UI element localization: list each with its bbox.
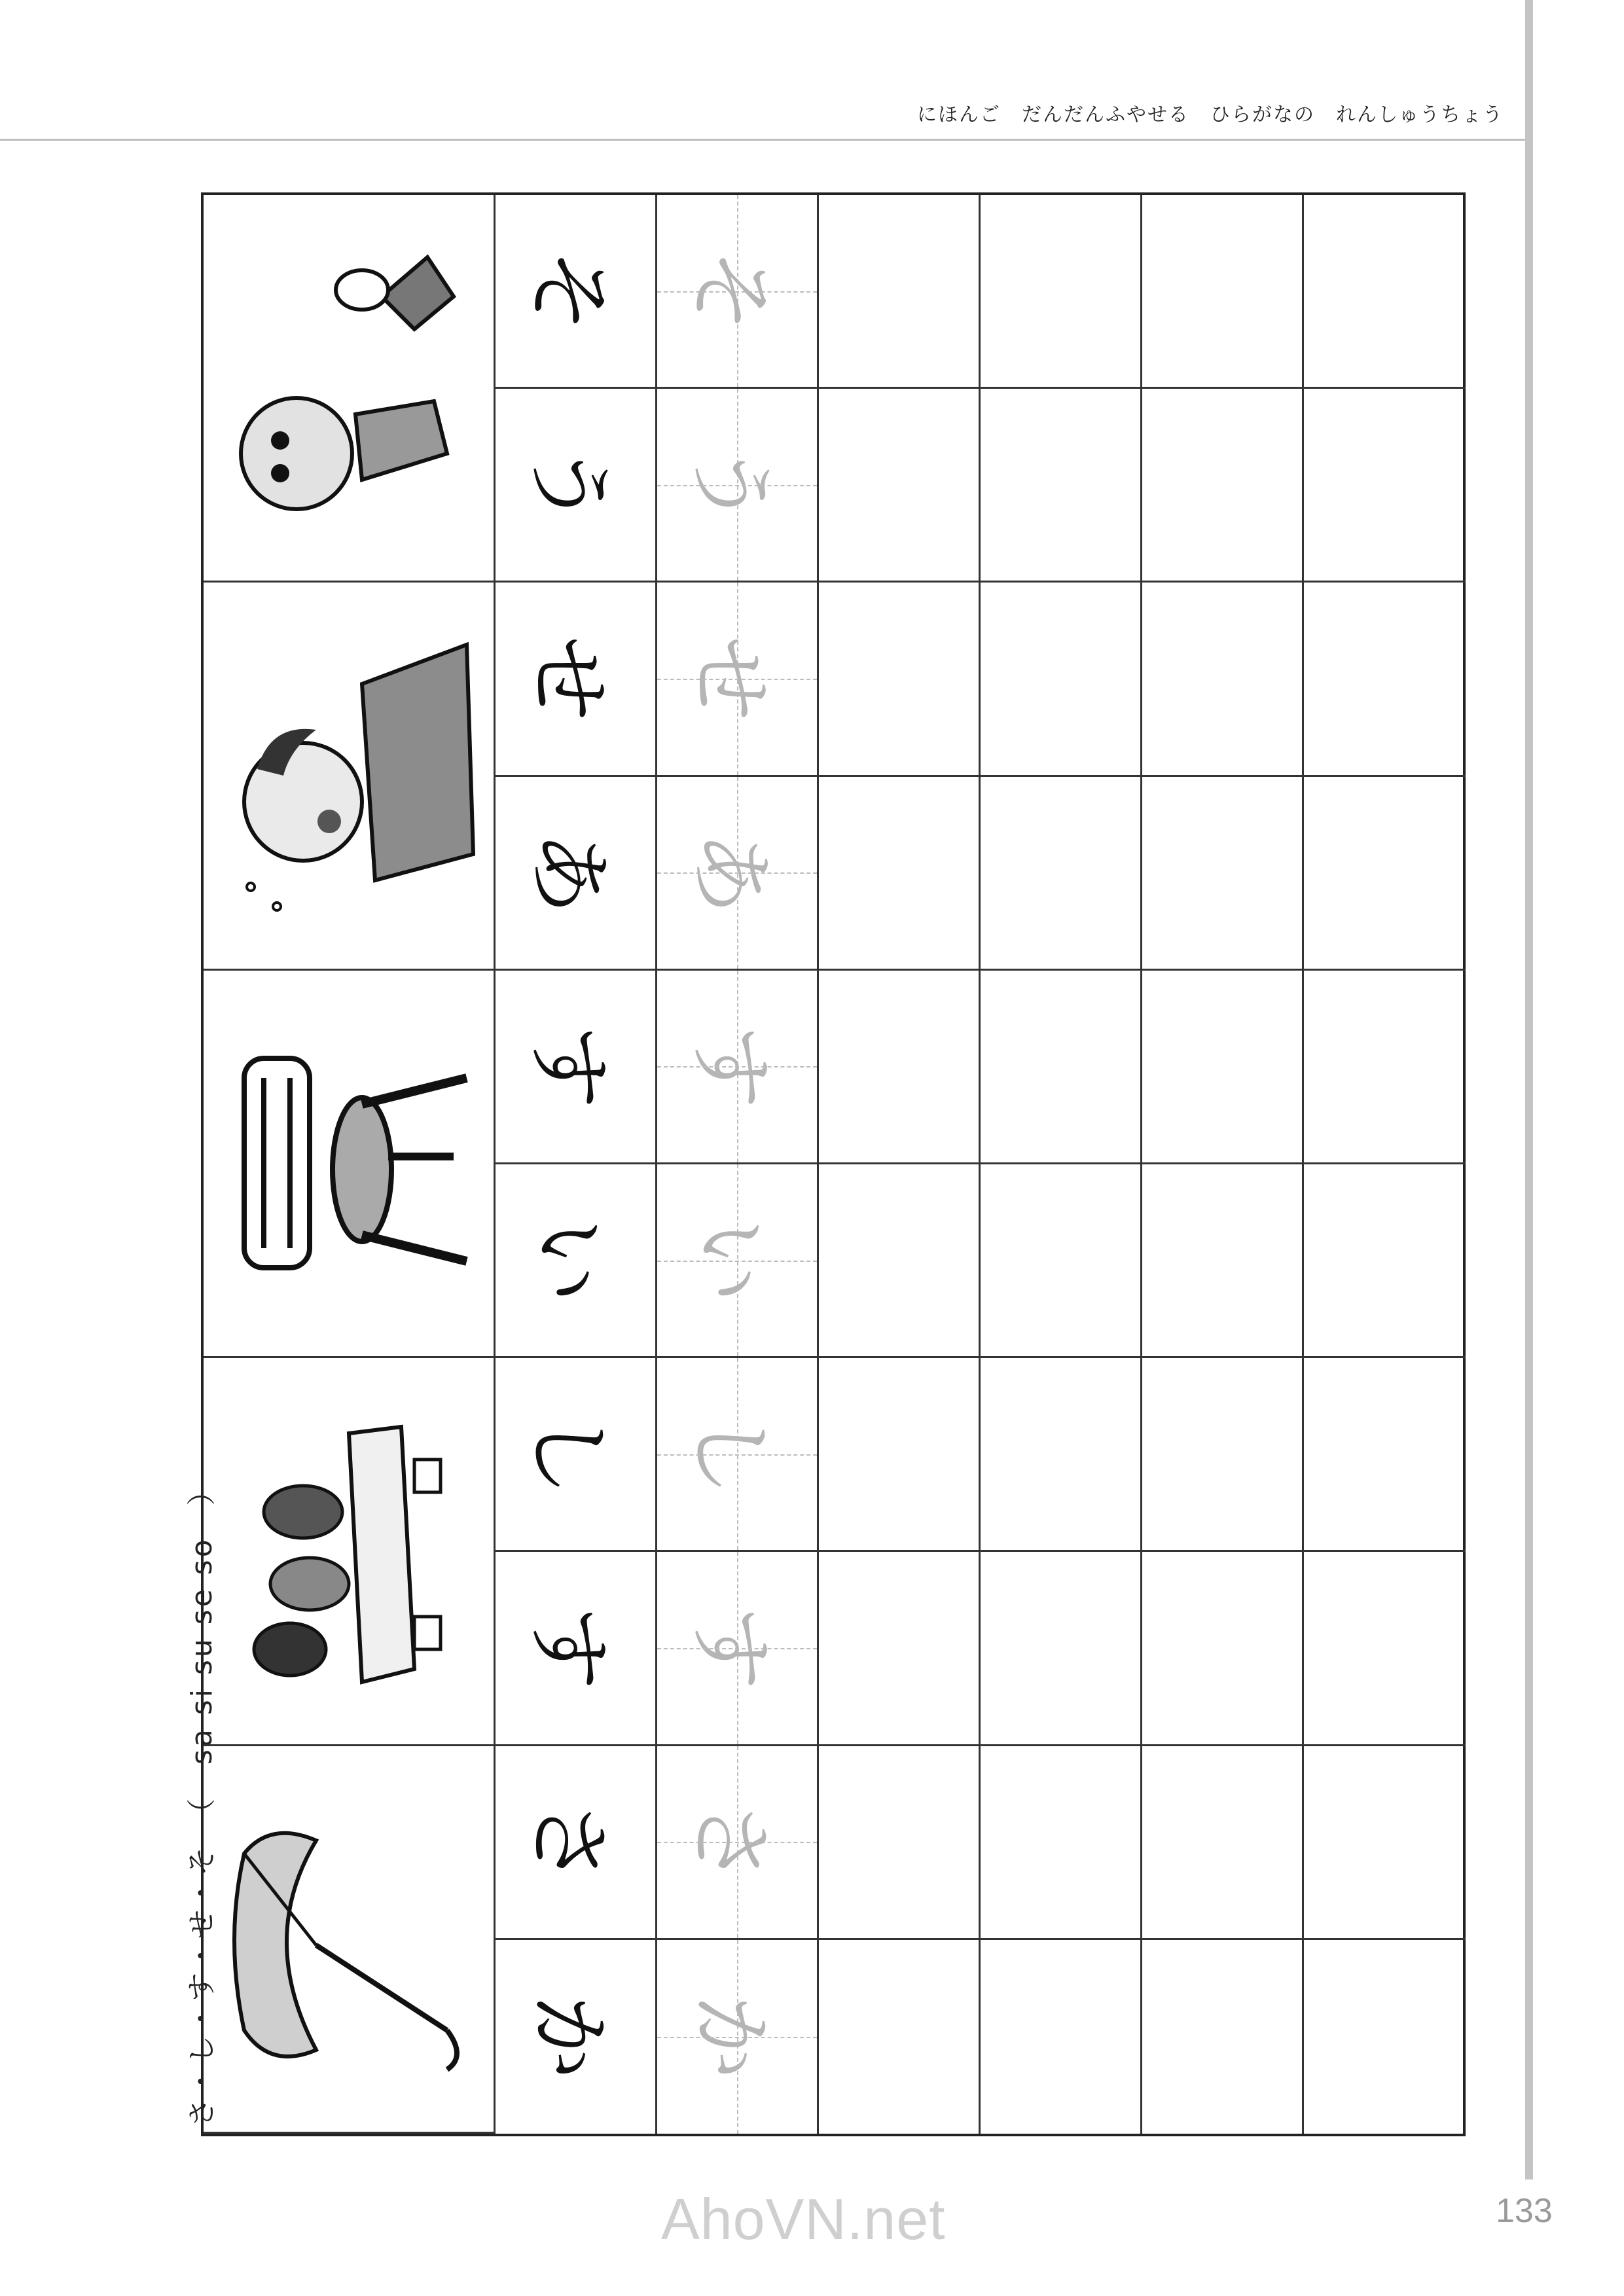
trace-char-cell[interactable]: あ [657, 777, 819, 971]
empty-practice-cell[interactable] [1304, 1164, 1466, 1358]
model-char-cell: す [496, 971, 657, 1164]
empty-practice-cell[interactable] [819, 1164, 981, 1358]
umbrella-illustration [204, 1746, 496, 2134]
empty-practice-cell[interactable] [1142, 389, 1304, 583]
empty-practice-cell[interactable] [1142, 777, 1304, 971]
page-edge-bar [1525, 0, 1533, 2179]
empty-practice-cell[interactable] [1304, 1358, 1466, 1552]
empty-practice-cell[interactable] [819, 1358, 981, 1552]
empty-practice-cell[interactable] [981, 1552, 1142, 1746]
sweating-man-icon [218, 605, 480, 946]
empty-practice-cell[interactable] [819, 1552, 981, 1746]
model-char-cell: し [496, 1358, 657, 1552]
empty-practice-cell[interactable] [819, 1940, 981, 2134]
trace-char-cell[interactable]: い [657, 1164, 819, 1358]
empty-practice-cell[interactable] [1142, 1940, 1304, 2134]
trace-char-cell[interactable]: そ [657, 195, 819, 389]
practice-grid [201, 192, 1466, 2136]
empty-practice-cell[interactable] [819, 389, 981, 583]
header-rule [0, 139, 1528, 141]
empty-practice-cell[interactable] [819, 1746, 981, 1940]
trace-char-cell[interactable]: か [657, 1940, 819, 2134]
model-char-cell: す [496, 1552, 657, 1746]
empty-practice-cell[interactable] [1304, 583, 1466, 776]
empty-practice-cell[interactable] [981, 971, 1142, 1164]
watermark: AhoVN.net [661, 2187, 946, 2251]
empty-practice-cell[interactable] [981, 1746, 1142, 1940]
empty-practice-cell[interactable] [981, 1940, 1142, 2134]
empty-practice-cell[interactable] [819, 971, 981, 1164]
empty-practice-cell[interactable] [981, 1164, 1142, 1358]
model-char-cell: か [496, 1940, 657, 2134]
model-char-cell: そ [496, 195, 657, 389]
model-char-cell: さ [496, 1746, 657, 1940]
chair-icon [218, 993, 480, 1333]
empty-practice-cell[interactable] [819, 195, 981, 389]
umbrella-icon [218, 1768, 480, 2109]
page-header-title: にほんご だんだんふやせる ひらがなの れんしゅうちょう [917, 103, 1504, 126]
empty-practice-cell[interactable] [981, 583, 1142, 776]
empty-practice-cell[interactable] [1304, 389, 1466, 583]
model-char-cell: う [496, 389, 657, 583]
trace-char-cell[interactable]: せ [657, 583, 819, 776]
empty-practice-cell[interactable] [1142, 583, 1304, 776]
trace-char-cell[interactable]: す [657, 1552, 819, 1746]
chair-illustration [204, 971, 496, 1358]
empty-practice-cell[interactable] [1304, 195, 1466, 389]
trace-char-cell[interactable]: す [657, 971, 819, 1164]
empty-practice-cell[interactable] [1142, 971, 1304, 1164]
kana-row-label: さ・し・す・せ・そ （ sa si su se so ） [185, 1474, 219, 2127]
sweating-man-illustration [204, 583, 496, 970]
empty-practice-cell[interactable] [1142, 1358, 1304, 1552]
model-char-cell: せ [496, 583, 657, 776]
model-char-cell: あ [496, 777, 657, 971]
empty-practice-cell[interactable] [1304, 1552, 1466, 1746]
boy-with-salt-illustration [204, 195, 496, 583]
empty-practice-cell[interactable] [1142, 1746, 1304, 1940]
empty-practice-cell[interactable] [1304, 971, 1466, 1164]
model-char-cell: い [496, 1164, 657, 1358]
empty-practice-cell[interactable] [981, 777, 1142, 971]
empty-practice-cell[interactable] [981, 1358, 1142, 1552]
sushi-illustration [204, 1358, 496, 1746]
empty-practice-cell[interactable] [1142, 1552, 1304, 1746]
page-number: 133 [1496, 2192, 1553, 2230]
empty-practice-cell[interactable] [1304, 1940, 1466, 2134]
empty-practice-cell[interactable] [981, 195, 1142, 389]
empty-practice-cell[interactable] [1304, 1746, 1466, 1940]
boy-with-salt-icon [218, 218, 480, 558]
empty-practice-cell[interactable] [819, 777, 981, 971]
empty-practice-cell[interactable] [1142, 195, 1304, 389]
trace-char-cell[interactable]: さ [657, 1746, 819, 1940]
trace-char-cell[interactable]: う [657, 389, 819, 583]
empty-practice-cell[interactable] [981, 389, 1142, 583]
sushi-icon [218, 1381, 480, 1721]
empty-practice-cell[interactable] [1142, 1164, 1304, 1358]
trace-char-cell[interactable]: し [657, 1358, 819, 1552]
empty-practice-cell[interactable] [819, 583, 981, 776]
empty-practice-cell[interactable] [1304, 777, 1466, 971]
